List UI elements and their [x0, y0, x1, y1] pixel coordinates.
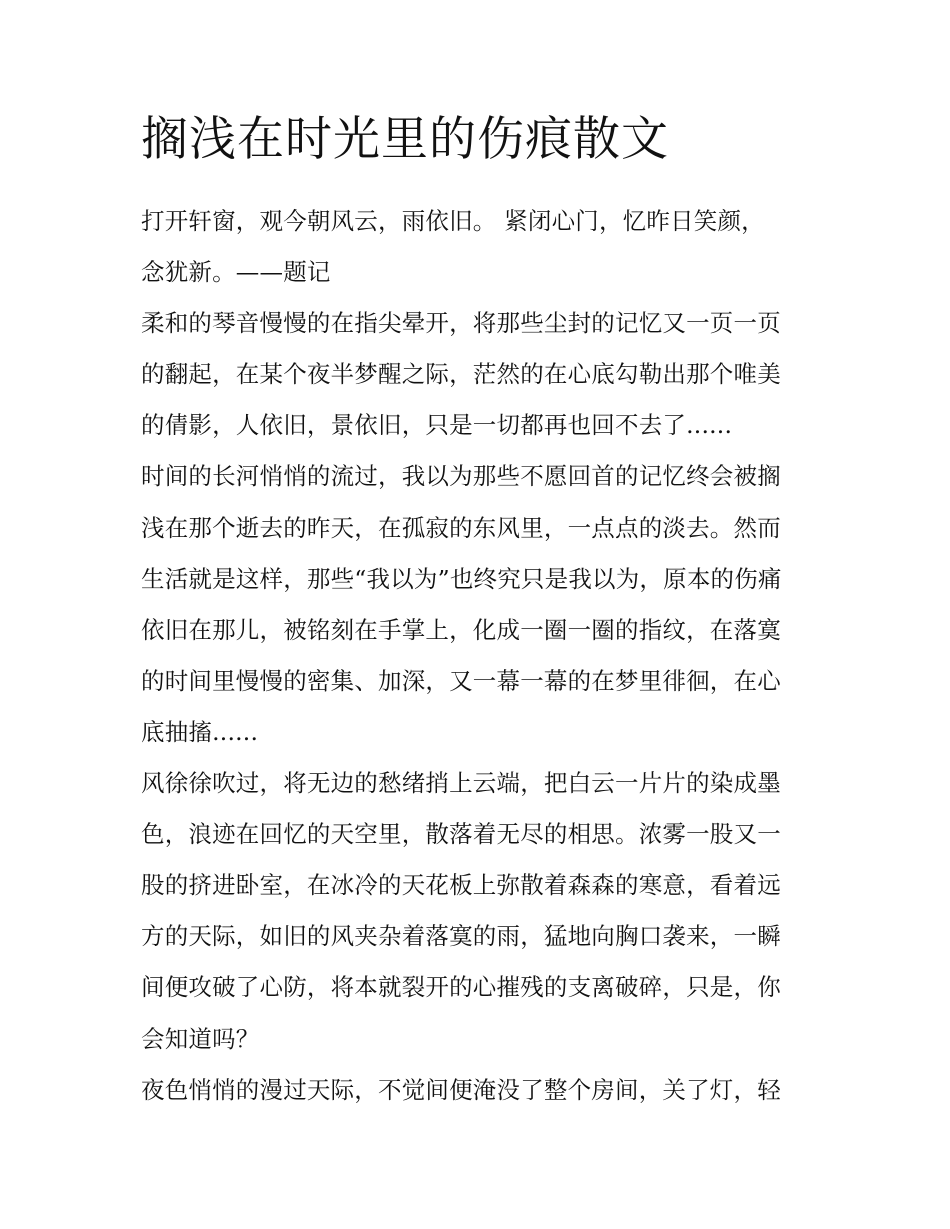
text-line: 间便攻破了心防，将本就裂开的心摧残的支离破碎，只是，你	[141, 973, 781, 1002]
text-line: 的倩影，人依旧，景依旧，只是一切都再也回不去了......	[141, 411, 733, 440]
text-line: 浅在那个逝去的昨天，在孤寂的东风里，一点点的淡去。然而	[141, 513, 781, 542]
text-line: 打开轩窗，观今朝风云，雨依旧。 紧闭心门，忆昨日笑颜，	[141, 207, 765, 235]
text-line: 风徐徐吹过，将无边的愁绪捎上云端，把白云一片片的染成墨	[141, 769, 781, 798]
text-line: 的翻起，在某个夜半梦醒之际，茫然的在心底勾勒出那个唯美	[141, 360, 781, 389]
text-line: 柔和的琴音慢慢的在指尖晕开，将那些尘封的记忆又一页一页	[141, 309, 781, 338]
text-line: 方的天际，如旧的风夹杂着落寞的雨，猛地向胸口袭来，一瞬	[141, 922, 781, 951]
text-line: 生活就是这样，那些“我以为”也终究只是我以为，原本的伤痛	[141, 564, 782, 593]
document-title: 搁浅在时光里的伤痕散文	[141, 112, 669, 167]
text-line: 会知道吗？	[141, 1024, 260, 1053]
text-line: 时间的长河悄悄的流过，我以为那些不愿回首的记忆终会被搁	[141, 462, 781, 491]
text-line: 的时间里慢慢的密集、加深，又一幕一幕的在梦里徘徊，在心	[141, 666, 781, 695]
text-line: 依旧在那儿，被铭刻在手掌上，化成一圈一圈的指纹，在落寞	[141, 615, 781, 644]
document-body	[141, 196, 821, 1116]
text-line: 色，浪迹在回忆的天空里，散落着无尽的相思。浓雾一股又一	[141, 820, 781, 849]
text-line: 夜色悄悄的漫过天际，不觉间便淹没了整个房间，关了灯，轻	[141, 1075, 781, 1104]
text-line: 股的挤进卧室，在冰冷的天花板上弥散着森森的寒意，看着远	[141, 871, 781, 900]
text-line: 念犹新。——题记	[141, 258, 331, 287]
text-line: 底抽搐......	[141, 717, 259, 746]
